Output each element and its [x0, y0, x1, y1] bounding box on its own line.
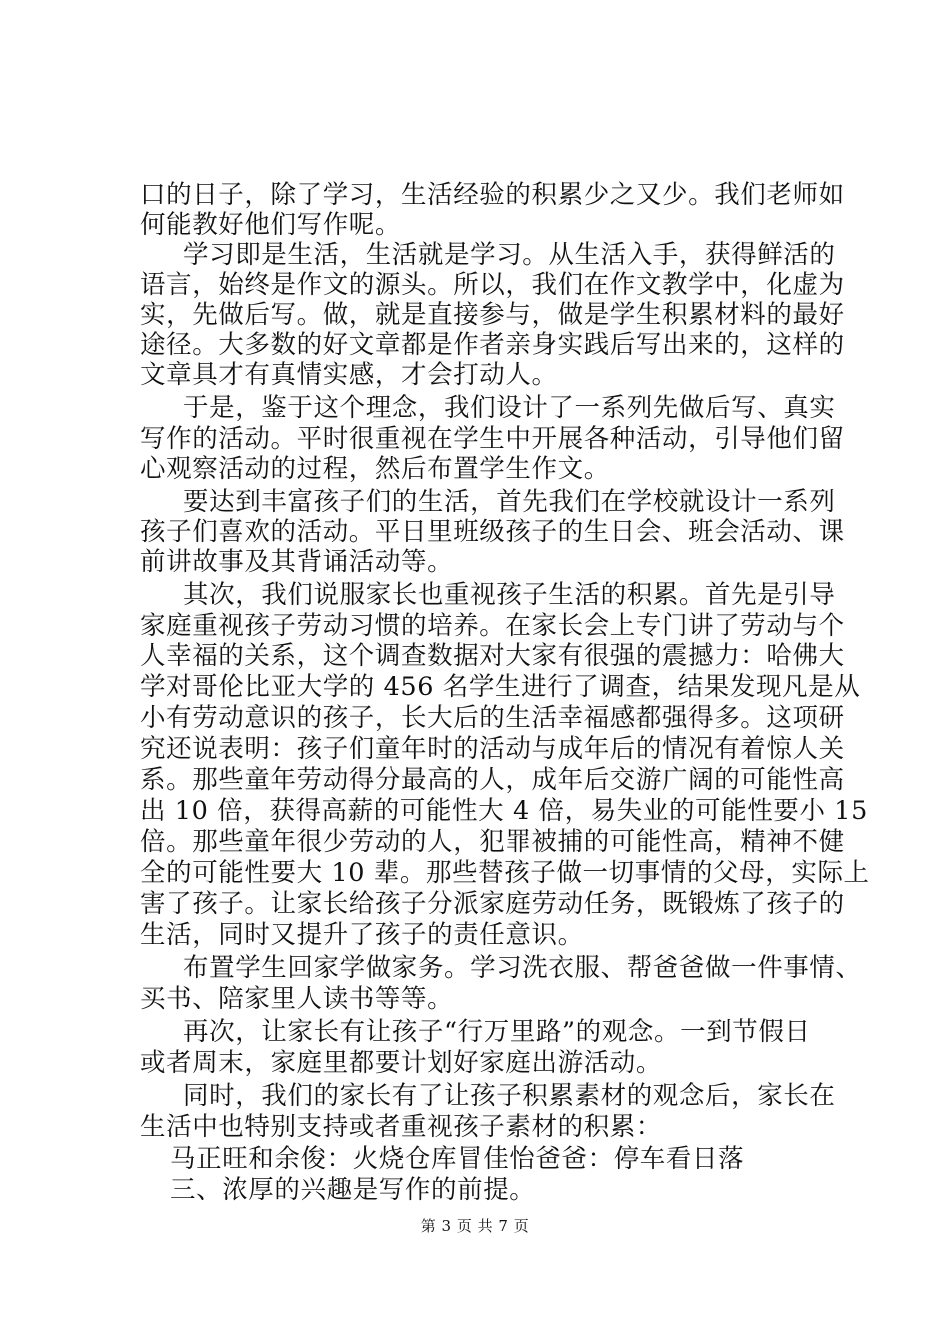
- text-line: 究还说表明：孩子们童年时的活动与成年后的情况有着惊人关: [140, 734, 845, 764]
- text-line: 学习即是生活，生活就是学习。从生活入手，获得鲜活的: [183, 240, 836, 270]
- text-line: 生活，同时又提升了孩子的责任意识。: [140, 920, 584, 950]
- text-line: 写作的活动。平时很重视在学生中开展各种活动，引导他们留: [140, 424, 845, 454]
- text-line: 同时，我们的家长有了让孩子积累素材的观念后，家长在: [183, 1081, 836, 1111]
- text-line: 文章具才有真情实感，才会打动人。: [140, 360, 558, 390]
- text-line: 于是，鉴于这个理念，我们设计了一系列先做后写、真实: [183, 393, 836, 423]
- text-line: 学对哥伦比亚大学的 456 名学生进行了调查，结果发现凡是从: [140, 672, 861, 702]
- text-line: 家庭重视孩子劳动习惯的培养。在家长会上专门讲了劳动与个: [140, 611, 845, 641]
- text-line: 三、浓厚的兴趣是写作的前提。: [170, 1175, 536, 1205]
- text-line: 或者周末，家庭里都要计划好家庭出游活动。: [140, 1048, 663, 1078]
- text-line: 实，先做后写。做，就是直接参与，做是学生积累材料的最好: [140, 300, 845, 330]
- text-line: 系。那些童年劳动得分最高的人，成年后交游广阔的可能性高: [140, 765, 845, 795]
- text-line: 口的日子，除了学习，生活经验的积累少之又少。我们老师如: [140, 180, 845, 210]
- text-line: 全的可能性要大 10 辈。那些替孩子做一切事情的父母，实际上: [140, 858, 870, 888]
- text-line: 心观察活动的过程，然后布置学生作文。: [140, 454, 610, 484]
- text-line: 出 10 倍，获得高薪的可能性大 4 倍，易失业的可能性要小 15: [140, 796, 868, 826]
- text-line: 小有劳动意识的孩子，长大后的生活幸福感都强得多。这项研: [140, 703, 845, 733]
- text-line: 害了孩子。让家长给孩子分派家庭劳动任务，既锻炼了孩子的: [140, 889, 845, 919]
- text-line: 马正旺和余俊：火烧仓库冒佳怡爸爸：停车看日落: [170, 1144, 745, 1174]
- text-line: 布置学生回家学做家务。学习洗衣服、帮爸爸做一件事情、: [183, 953, 862, 983]
- text-line: 买书、陪家里人读书等等。: [140, 984, 454, 1014]
- text-line: 倍。那些童年很少劳动的人，犯罪被捕的可能性高，精神不健: [140, 827, 845, 857]
- text-line: 其次，我们说服家长也重视孩子生活的积累。首先是引导: [183, 580, 836, 610]
- text-line: 何能教好他们写作呢。: [140, 210, 402, 240]
- text-line: 人幸福的关系，这个调查数据对大家有很强的震撼力：哈佛大: [140, 641, 845, 671]
- page-number-footer: 第 3 页 共 7 页: [420, 1217, 530, 1235]
- text-line: 前讲故事及其背诵活动等。: [140, 547, 454, 577]
- text-line: 再次，让家长有让孩子“行万里路”的观念。一到节假日: [183, 1017, 811, 1047]
- text-line: 生活中也特别支持或者重视孩子素材的积累：: [140, 1112, 663, 1142]
- text-line: 要达到丰富孩子们的生活，首先我们在学校就设计一系列: [183, 487, 836, 517]
- text-line: 途径。大多数的好文章都是作者亲身实践后写出来的，这样的: [140, 330, 845, 360]
- text-line: 孩子们喜欢的活动。平日里班级孩子的生日会、班会活动、课: [140, 517, 845, 547]
- text-line: 语言，始终是作文的源头。所以，我们在作文教学中，化虚为: [140, 270, 845, 300]
